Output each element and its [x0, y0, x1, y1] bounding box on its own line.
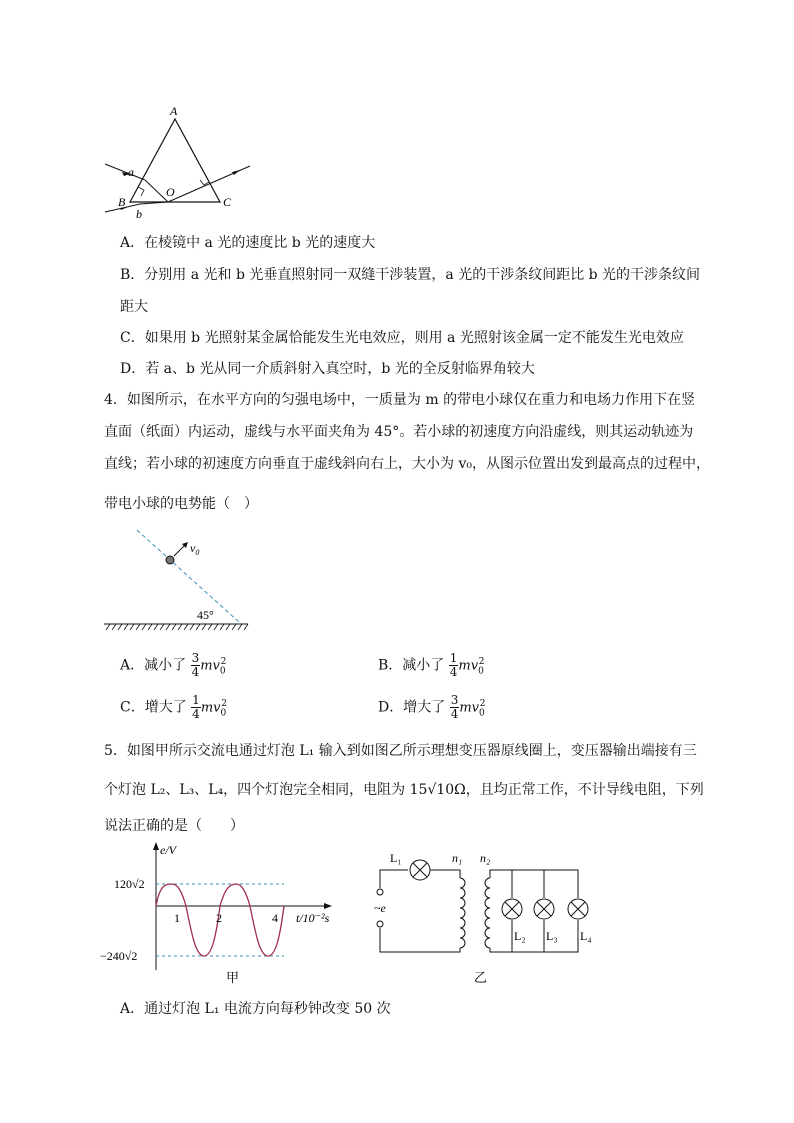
label-n2: n₂: [480, 851, 491, 865]
ray-out-arrow: [232, 170, 240, 175]
q4-line-3: 直线；若小球的初速度方向垂直于虚线斜向右上，大小为 v₀，从图示位置出发到最高点的过程中，: [104, 456, 710, 472]
q4-option-a: A．减小了 $\frac{3}{4}$ $mv_0^2$: [120, 651, 227, 680]
electric-field-figure: [100, 526, 260, 636]
q4-line-4: 带电小球的电势能（ ）: [104, 496, 258, 512]
q4-line-2: 直面（纸面）内运动，虚线与水平面夹角为 45°。若小球的初速度方向沿虚线，则其运动轨迹为: [104, 424, 694, 440]
angle-label: 45°: [197, 608, 214, 622]
secondary-coil: [485, 878, 490, 948]
q4-line-1: 4．如图所示，在水平方向的匀强电场中，一质量为 m 的带电小球仅在重力和电场力作用下在竖: [104, 392, 696, 408]
voltage-time-graph: [96, 840, 346, 990]
label-A: A: [170, 104, 178, 118]
ground-hatch: [106, 624, 248, 630]
q4-option-b: B．减小了 $\frac{1}{4}$ $mv_0^2$: [378, 651, 485, 680]
right-angle-mark-left: [138, 187, 144, 196]
q3-option-d: D．若 a、b 光从同一介质斜射入真空时，b 光的全反射临界角较大: [120, 361, 535, 377]
label-L2: L₂: [514, 929, 526, 943]
graph-caption: 甲: [226, 970, 240, 985]
secondary-wire-top: [490, 870, 578, 898]
y-bottom-label: −240√2: [100, 949, 138, 963]
label-B: B: [118, 195, 126, 209]
q3-option-b-line2: 距大: [120, 299, 148, 315]
source-label: ~e: [374, 901, 386, 915]
q3-option-a: A．在棱镜中 a 光的速度比 b 光的速度大: [120, 235, 376, 251]
label-b: b: [136, 207, 142, 220]
primary-coil: [460, 878, 465, 948]
v0-label: $v_0$: [190, 541, 200, 557]
y-top-label: 120√2: [114, 877, 145, 891]
x-tick-1: 1: [174, 911, 180, 925]
x-axis-arrow: [324, 903, 332, 909]
label-L3: L₃: [546, 929, 558, 943]
q5-option-a: A．通过灯泡 L₁ 电流方向每秒钟改变 50 次: [120, 1001, 391, 1017]
ray-a-in: [105, 164, 145, 180]
label-O: O: [166, 185, 175, 199]
q3-option-b-line1: B．分别用 a 光和 b 光垂直照射同一双缝干涉装置，a 光的干涉条纹间距比 b 光的干涉条纹间: [120, 267, 701, 283]
primary-wire-top: [380, 870, 408, 888]
label-L1: L₁: [390, 851, 402, 865]
q3-option-c: C．如果用 b 光照射某金属恰能发生光电效应，则用 a 光照射该金属一定不能发生光电效应: [120, 330, 684, 346]
terminal-top: [377, 889, 383, 895]
circuit-caption: 乙: [474, 970, 488, 985]
y-axis-arrow: [153, 842, 159, 850]
ray-inside-a: [145, 180, 168, 202]
primary-wire-top-right: [430, 870, 460, 878]
q4-option-c: C．增大了 $\frac{1}{4}$ $mv_0^2$: [120, 693, 227, 722]
secondary-wire-bottom: [490, 920, 578, 952]
x-axis-label: t/10⁻²s: [296, 911, 330, 925]
label-n1: n₁: [452, 851, 463, 865]
y-axis-label: e/V: [160, 843, 176, 857]
q5-line-3: 说法正确的是（ ）: [104, 818, 244, 834]
dashed-line: [137, 530, 240, 623]
charged-ball: [166, 556, 174, 564]
x-tick-4: 4: [272, 911, 278, 925]
q4-option-d: D．增大了 $\frac{3}{4}$ $mv_0^2$: [378, 693, 486, 722]
label-C: C: [223, 195, 232, 209]
x-tick-2: 2: [216, 911, 222, 925]
q5-line-1: 5．如图甲所示交流电通过灯泡 L₁ 输入到如图乙所示理想变压器原线圈上，变压器输出端接有三: [104, 743, 697, 759]
label-a: a: [128, 165, 134, 179]
q5-line-2: 个灯泡 L₂、L₃、L₄，四个灯泡完全相同，电阻为 15√10Ω，且均正常工作，不计导线电阻，下列: [104, 782, 704, 798]
transformer-circuit: [368, 848, 598, 990]
primary-wire-bottom: [380, 928, 460, 952]
prism-figure: [100, 102, 260, 220]
terminal-bottom: [377, 921, 383, 927]
label-L4: L₄: [580, 929, 592, 943]
